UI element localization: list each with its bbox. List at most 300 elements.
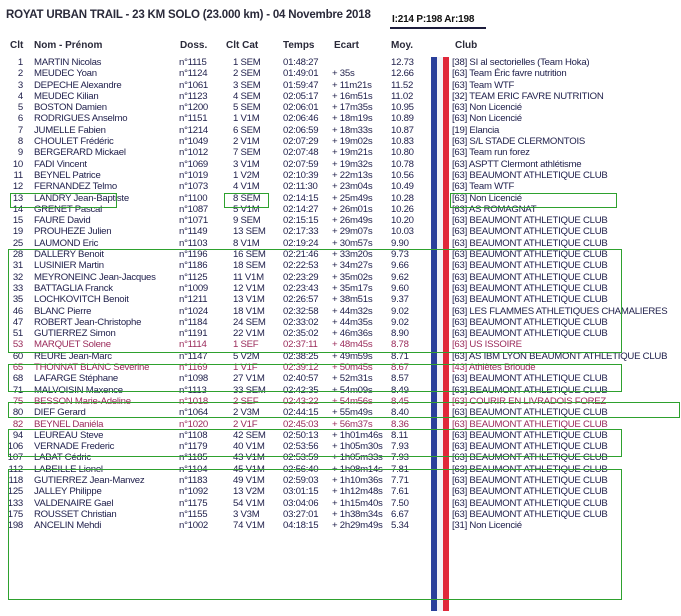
table-row	[0, 170, 681, 181]
cell-club: [63] BEAUMONT ATHLETIQUE CLUB	[452, 474, 608, 486]
cell-name: FERNANDEZ Telmo	[34, 181, 117, 193]
cell-cat: 1 SEM	[233, 57, 261, 68]
cell-cat: 1 V1M	[233, 113, 260, 125]
cell-time: 03:04:06	[283, 497, 319, 509]
cell-cat: 13 V1M	[233, 294, 265, 306]
table-row	[0, 91, 681, 102]
cell-cat: 12 V1M	[233, 282, 265, 294]
cell-moy: 9.73	[391, 249, 409, 261]
cell-name: MARTIN Nicolas	[34, 57, 102, 68]
cell-cat: 16 SEM	[233, 249, 266, 261]
cell-clt: 112	[8, 463, 23, 475]
cell-doss: n°1211	[179, 294, 208, 306]
cell-clt: 68	[12, 373, 23, 385]
table-row	[0, 215, 681, 226]
cell-doss: n°1175	[179, 497, 208, 509]
cell-clt: 65	[12, 362, 23, 374]
table-row	[0, 464, 681, 475]
cell-clt: 125	[7, 486, 23, 498]
cell-name: LABEILLE Lionel	[34, 463, 103, 475]
table-row	[0, 486, 681, 497]
cell-doss: n°1012	[179, 147, 209, 159]
cell-time: 03:01:15	[283, 486, 319, 498]
cell-clt: 71	[12, 384, 23, 396]
cell-club: [63] AS IBM LYON BEAUMONT ATHLETIQUE CLUB	[452, 350, 668, 362]
cell-club: [19] Elancia	[452, 124, 500, 136]
cell-name: ANCELIN Mehdi	[34, 520, 102, 532]
cell-name: FADI Vincent	[34, 158, 87, 170]
cell-time: 02:32:58	[283, 305, 319, 317]
cell-ecart: + 18m33s	[332, 124, 373, 136]
cell-doss: n°1100	[179, 192, 208, 204]
cell-name: JALLEY Philippe	[34, 486, 102, 498]
cell-ecart: + 49m59s	[332, 350, 373, 362]
cell-doss: n°1115	[179, 57, 207, 68]
cell-name: PROUHEZE Julien	[34, 226, 112, 238]
cell-name: MEUDEC Yoan	[34, 68, 97, 80]
table-row	[0, 362, 681, 373]
cell-ecart: + 1h15m40s	[332, 497, 383, 509]
cell-ecart: + 29m07s	[332, 226, 373, 238]
cell-doss: n°1113	[179, 384, 207, 396]
cell-clt: 2	[17, 68, 23, 80]
cell-cat: 1 SEF	[233, 339, 259, 351]
table-row	[0, 294, 681, 305]
cell-ecart: + 30m57s	[332, 237, 373, 249]
cell-cat: 1 V1F	[233, 362, 258, 374]
cell-doss: n°1092	[179, 486, 209, 498]
cell-doss: n°1169	[179, 362, 208, 374]
cell-club: [63] Non Licencié	[452, 192, 522, 204]
cell-time: 02:45:03	[283, 418, 319, 430]
cell-name: BATTAGLIA Franck	[34, 282, 113, 294]
table-row	[0, 226, 681, 237]
cell-moy: 8.67	[391, 362, 409, 374]
table-row	[0, 520, 681, 531]
cell-time: 02:35:02	[283, 328, 319, 340]
cell-clt: 31	[12, 260, 23, 272]
cell-clt: 107	[7, 452, 23, 464]
cell-moy: 9.37	[391, 294, 409, 306]
cell-name: ROBERT Jean-Christophe	[34, 316, 142, 328]
cell-doss: n°1064	[179, 407, 209, 419]
cell-time: 02:43:22	[283, 395, 319, 407]
cell-club: [63] BEAUMONT ATHLETIQUE CLUB	[452, 418, 608, 430]
cell-name: REURE Jean-Marc	[34, 350, 112, 362]
cell-doss: n°1155	[179, 508, 208, 520]
header-ecart: Ecart	[334, 40, 360, 51]
cell-doss: n°1049	[179, 136, 209, 148]
cell-club: [63] Non Licencié	[452, 113, 522, 125]
cell-time: 02:53:56	[283, 441, 319, 453]
cell-name: BLANC Pierre	[34, 305, 92, 317]
cell-time: 02:07:29	[283, 136, 319, 148]
cell-clt: 8	[17, 136, 23, 148]
cell-cat: 74 V1M	[233, 520, 265, 532]
cell-moy: 9.66	[391, 260, 409, 272]
cell-moy: 12.73	[391, 57, 414, 68]
header-time: Temps	[283, 40, 315, 51]
cell-doss: n°1108	[179, 429, 208, 441]
table-row	[0, 407, 681, 418]
table-row	[0, 68, 681, 79]
cell-name: LAUMOND Eric	[34, 237, 99, 249]
cell-clt: 118	[8, 474, 23, 486]
cell-time: 02:53:59	[283, 452, 319, 464]
cell-ecart: + 38m51s	[332, 294, 373, 306]
cell-name: LABAT Cédric	[34, 452, 91, 464]
cell-time: 02:44:15	[283, 407, 319, 419]
cell-club: [31] Non Licencié	[452, 520, 522, 532]
cell-ecart: + 16m51s	[332, 90, 373, 102]
cell-clt: 94	[12, 429, 23, 441]
cell-club: [43] Athlètes Brioude	[452, 362, 536, 374]
cell-time: 01:48:27	[283, 57, 319, 68]
cell-ecart: + 1h10m36s	[332, 474, 383, 486]
cell-moy: 5.34	[391, 520, 409, 532]
cell-moy: 9.02	[391, 305, 409, 317]
cell-moy: 7.61	[391, 486, 409, 498]
cell-time: 02:56:40	[283, 463, 319, 475]
header-club: Club	[455, 40, 478, 51]
cell-ecart: + 1h38m34s	[332, 508, 383, 520]
cell-cat: 4 SEM	[233, 90, 261, 102]
cell-cat: 18 V1M	[233, 305, 265, 317]
cell-doss: n°1024	[179, 305, 209, 317]
cell-time: 01:59:47	[283, 79, 319, 91]
cell-name: ROUSSET Christian	[34, 508, 117, 520]
cell-clt: 46	[12, 305, 23, 317]
cell-cat: 7 SEM	[233, 147, 261, 159]
cell-club: [63] Team WTF	[452, 181, 515, 193]
cell-cat: 27 V1M	[233, 373, 265, 385]
cell-time: 02:23:29	[283, 271, 319, 283]
cell-ecart: + 23m04s	[332, 181, 373, 193]
cell-cat: 2 SEF	[233, 395, 259, 407]
cell-name: CHOULET Frédéric	[34, 136, 114, 148]
cell-clt: 25	[12, 237, 23, 249]
cell-moy: 9.60	[391, 282, 409, 294]
cell-moy: 7.93	[391, 441, 409, 453]
table-row	[0, 159, 681, 170]
cell-time: 01:49:01	[283, 68, 319, 80]
cell-ecart: + 50m45s	[332, 362, 373, 374]
cell-clt: 5	[17, 102, 23, 114]
cell-moy: 9.90	[391, 237, 409, 249]
cell-clt: 6	[17, 113, 23, 125]
header-name: Nom - Prénom	[34, 40, 103, 51]
cell-club: [63] BEAUMONT ATHLETIQUE CLUB	[452, 226, 608, 238]
table-row	[0, 373, 681, 384]
cell-club: [63] BEAUMONT ATHLETIQUE CLUB	[452, 282, 608, 294]
table-row	[0, 113, 681, 124]
cell-name: JUMELLE Fabien	[34, 124, 106, 136]
cell-ecart: + 26m01s	[332, 203, 373, 215]
cell-doss: n°1071	[179, 215, 209, 227]
cell-cat: 8 SEM	[233, 192, 261, 204]
cell-time: 02:19:24	[283, 237, 319, 249]
cell-moy: 10.78	[391, 158, 414, 170]
cell-cat: 6 SEM	[233, 124, 261, 136]
cell-club: [63] BEAUMONT ATHLETIQUE CLUB	[452, 463, 608, 475]
cell-ecart: + 1h01m46s	[332, 429, 383, 441]
cell-ecart: + 56m37s	[332, 418, 373, 430]
cell-time: 02:14:15	[283, 192, 319, 204]
cell-club: [63] LES FLAMMES ATHLETIQUES CHAMALIERES	[452, 305, 668, 317]
cell-club: [63] COURIR EN LIVRADOIS FOREZ	[452, 395, 607, 407]
cell-cat: 2 V3M	[233, 407, 260, 419]
cell-moy: 7.71	[391, 474, 409, 486]
table-row	[0, 272, 681, 283]
cell-time: 02:06:01	[283, 102, 319, 114]
header-moy: Moy.	[391, 40, 414, 51]
cell-time: 02:06:46	[283, 113, 319, 125]
cell-club: [63] BEAUMONT ATHLETIQUE CLUB	[452, 237, 608, 249]
cell-club: [63] BEAUMONT ATHLETIQUE CLUB	[452, 441, 608, 453]
cell-name: DEPECHE Alexandre	[34, 79, 122, 91]
cell-ecart: + 18m19s	[332, 113, 373, 125]
cell-doss: n°1019	[179, 169, 209, 181]
table-row	[0, 351, 681, 362]
cell-ecart: + 35m02s	[332, 271, 373, 283]
cell-ecart: + 35m17s	[332, 282, 373, 294]
table-row	[0, 249, 681, 260]
cell-clt: 60	[12, 350, 23, 362]
cell-moy: 7.50	[391, 497, 409, 509]
cell-cat: 3 V3M	[233, 508, 260, 520]
cell-moy: 10.28	[391, 192, 414, 204]
cell-doss: n°1103	[179, 237, 208, 249]
cell-time: 03:27:01	[283, 508, 319, 520]
cell-name: VALDENAIRE Gael	[34, 497, 114, 509]
table-row	[0, 430, 681, 441]
cell-name: THONNAT BLANC Severine	[34, 362, 150, 374]
cell-cat: 42 SEM	[233, 429, 266, 441]
cell-cat: 9 SEM	[233, 215, 261, 227]
cell-moy: 8.40	[391, 407, 409, 419]
cell-clt: 33	[12, 282, 23, 294]
table-row	[0, 147, 681, 158]
cell-name: DALLERY Benoit	[34, 249, 104, 261]
cell-club: [63] BEAUMONT ATHLETIQUE CLUB	[452, 373, 608, 385]
cell-ecart: + 19m32s	[332, 158, 373, 170]
page-title: ROYAT URBAN TRAIL - 23 KM SOLO (23.000 km) - 04 Novembre 2018	[6, 9, 371, 21]
cell-doss: n°1125	[179, 271, 208, 283]
cell-doss: n°1183	[179, 474, 208, 486]
cell-clt: 32	[12, 271, 23, 283]
cell-clt: 19	[12, 226, 23, 238]
cell-doss: n°1191	[179, 328, 208, 340]
cell-cat: 40 V1M	[233, 441, 265, 453]
cell-cat: 2 SEM	[233, 68, 261, 80]
cell-time: 04:18:15	[283, 520, 319, 532]
cell-moy: 10.26	[391, 203, 414, 215]
table-row	[0, 509, 681, 520]
cell-cat: 4 V1M	[233, 181, 260, 193]
cell-name: MEYRONEINC Jean-Jacques	[34, 271, 156, 283]
cell-club: [63] Team run forez	[452, 147, 530, 159]
cell-doss: n°1185	[179, 452, 208, 464]
cell-ecart: + 44m32s	[332, 305, 373, 317]
cell-cat: 49 V1M	[233, 474, 265, 486]
table-row	[0, 306, 681, 317]
cell-club: [63] BEAUMONT ATHLETIQUE CLUB	[452, 260, 608, 272]
cell-club: [63] BEAUMONT ATHLETIQUE CLUB	[452, 215, 608, 227]
cell-club: [63] BEAUMONT ATHLETIQUE CLUB	[452, 328, 608, 340]
cell-doss: n°1009	[179, 282, 209, 294]
cell-clt: 28	[12, 249, 23, 261]
cell-time: 02:33:02	[283, 316, 319, 328]
cell-ecart: + 19m21s	[332, 147, 373, 159]
cell-ecart: + 48m45s	[332, 339, 373, 351]
cell-doss: n°1104	[179, 463, 208, 475]
table-row	[0, 204, 681, 215]
cell-moy: 10.03	[391, 226, 414, 238]
cell-cat: 3 SEM	[233, 79, 261, 91]
cell-doss: n°1002	[179, 520, 209, 532]
cell-ecart: + 26m49s	[332, 215, 373, 227]
cell-name: LUSINIER Martin	[34, 260, 104, 272]
cell-cat: 24 SEM	[233, 316, 266, 328]
cell-moy: 10.20	[391, 215, 414, 227]
table-row	[0, 283, 681, 294]
cell-moy: 10.49	[391, 181, 414, 193]
cell-doss: n°1179	[179, 441, 208, 453]
cell-club: [63] ASPTT Clermont athlétisme	[452, 158, 582, 170]
table-row	[0, 452, 681, 463]
cell-time: 02:05:17	[283, 90, 319, 102]
cell-moy: 7.93	[391, 452, 409, 464]
cell-time: 02:42:35	[283, 384, 319, 396]
cell-name: BOSTON Damien	[34, 102, 107, 114]
cell-time: 02:21:46	[283, 249, 319, 261]
cell-cat: 5 V1M	[233, 203, 260, 215]
cell-club: [38] SI al sectorielles (Team Hoka)	[452, 57, 590, 68]
cell-doss: n°1186	[179, 260, 208, 272]
cell-club: [63] BEAUMONT ATHLETIQUE CLUB	[452, 316, 608, 328]
cell-ecart: + 19m02s	[332, 136, 373, 148]
cell-clt: 7	[17, 124, 23, 136]
cell-doss: n°1147	[179, 350, 208, 362]
cell-ecart: + 1h05m30s	[332, 441, 383, 453]
cell-cat: 33 SEM	[233, 384, 266, 396]
cell-moy: 7.81	[391, 463, 409, 475]
cell-moy: 10.80	[391, 147, 414, 159]
cell-name: MARQUET Solene	[34, 339, 111, 351]
cell-club: [63] AS ROMAGNAT	[452, 203, 537, 215]
cell-cat: 8 V1M	[233, 237, 260, 249]
cell-time: 02:23:43	[283, 282, 319, 294]
cell-moy: 10.89	[391, 113, 414, 125]
cell-doss: n°1087	[179, 203, 209, 215]
cell-ecart: + 34m27s	[332, 260, 373, 272]
cell-ecart: + 52m31s	[332, 373, 373, 385]
cell-name: MEUDEC Kilian	[34, 90, 99, 102]
header-clt: Clt	[10, 40, 24, 51]
table-row	[0, 328, 681, 339]
cell-ecart: + 1h08m14s	[332, 463, 383, 475]
cell-name: LAFARGE Stéphane	[34, 373, 118, 385]
cell-ecart: + 44m35s	[332, 316, 373, 328]
cell-moy: 10.95	[391, 102, 414, 114]
cell-club: [63] BEAUMONT ATHLETIQUE CLUB	[452, 508, 608, 520]
cell-club: [63] BEAUMONT ATHLETIQUE CLUB	[452, 169, 608, 181]
cell-club: [32] TEAM ERIC FAVRE NUTRITION	[452, 90, 604, 102]
cell-time: 02:26:57	[283, 294, 319, 306]
cell-ecart: + 55m49s	[332, 407, 373, 419]
cell-moy: 10.83	[391, 136, 414, 148]
cell-moy: 8.90	[391, 328, 409, 340]
registration-stats: I:214 P:198 Ar:198	[392, 14, 475, 25]
cell-ecart: + 22m13s	[332, 169, 373, 181]
cell-time: 02:07:48	[283, 147, 319, 159]
cell-moy: 10.87	[391, 124, 414, 136]
cell-clt: 106	[7, 441, 23, 453]
cell-club: [63] BEAUMONT ATHLETIQUE CLUB	[452, 452, 608, 464]
cell-clt: 133	[7, 497, 23, 509]
cell-name: GRENET Pascal	[34, 203, 103, 215]
cell-doss: n°1124	[179, 68, 208, 80]
cell-name: GUTIERREZ Simon	[34, 328, 116, 340]
table-row	[0, 238, 681, 249]
cell-moy: 12.66	[391, 68, 414, 80]
cell-name: MALVOISIN Maxence	[34, 384, 123, 396]
cell-ecart: + 54m56s	[332, 395, 373, 407]
cell-doss: n°1184	[179, 316, 208, 328]
cell-name: FAURE David	[34, 215, 91, 227]
cell-moy: 8.45	[391, 395, 409, 407]
table-row	[0, 57, 681, 68]
cell-ecart: + 1h12m48s	[332, 486, 383, 498]
cell-doss: n°1196	[179, 249, 208, 261]
cell-moy: 8.49	[391, 384, 409, 396]
cell-clt: 75	[12, 395, 23, 407]
cell-doss: n°1098	[179, 373, 209, 385]
cell-cat: 45 V1M	[233, 463, 265, 475]
cell-club: [63] Team WTF	[452, 79, 515, 91]
cell-name: BESSON Marie-Adeline	[34, 395, 131, 407]
cell-clt: 4	[17, 90, 23, 102]
cell-moy: 9.02	[391, 316, 409, 328]
cell-doss: n°1114	[179, 339, 207, 351]
cell-moy: 8.78	[391, 339, 409, 351]
cell-moy: 9.62	[391, 271, 409, 283]
cell-name: BEYNEL Daniéla	[34, 418, 104, 430]
cell-clt: 82	[12, 418, 23, 430]
cell-doss: n°1018	[179, 395, 209, 407]
cell-time: 02:59:03	[283, 474, 319, 486]
cell-ecart: + 1h05m33s	[332, 452, 383, 464]
cell-doss: n°1073	[179, 181, 209, 193]
cell-clt: 47	[12, 316, 23, 328]
cell-club: [63] S/L STADE CLERMONTOIS	[452, 136, 586, 148]
cell-clt: 15	[12, 215, 23, 227]
cell-doss: n°1061	[179, 79, 209, 91]
table-row	[0, 260, 681, 271]
cell-cat: 54 V1M	[233, 497, 265, 509]
cell-clt: 13	[12, 192, 23, 204]
cell-club: [63] Non Licencié	[452, 102, 522, 114]
cell-time: 02:15:15	[283, 215, 319, 227]
cell-time: 02:40:57	[283, 373, 319, 385]
cell-name: LANDRY Jean-Baptiste	[34, 192, 129, 204]
cell-ecart: + 11m21s	[332, 79, 372, 91]
cell-club: [63] BEAUMONT ATHLETIQUE CLUB	[452, 271, 608, 283]
table-row	[0, 102, 681, 113]
cell-club: [63] BEAUMONT ATHLETIQUE CLUB	[452, 497, 608, 509]
cell-club: [63] BEAUMONT ATHLETIQUE CLUB	[452, 429, 608, 441]
cell-moy: 8.71	[391, 350, 409, 362]
